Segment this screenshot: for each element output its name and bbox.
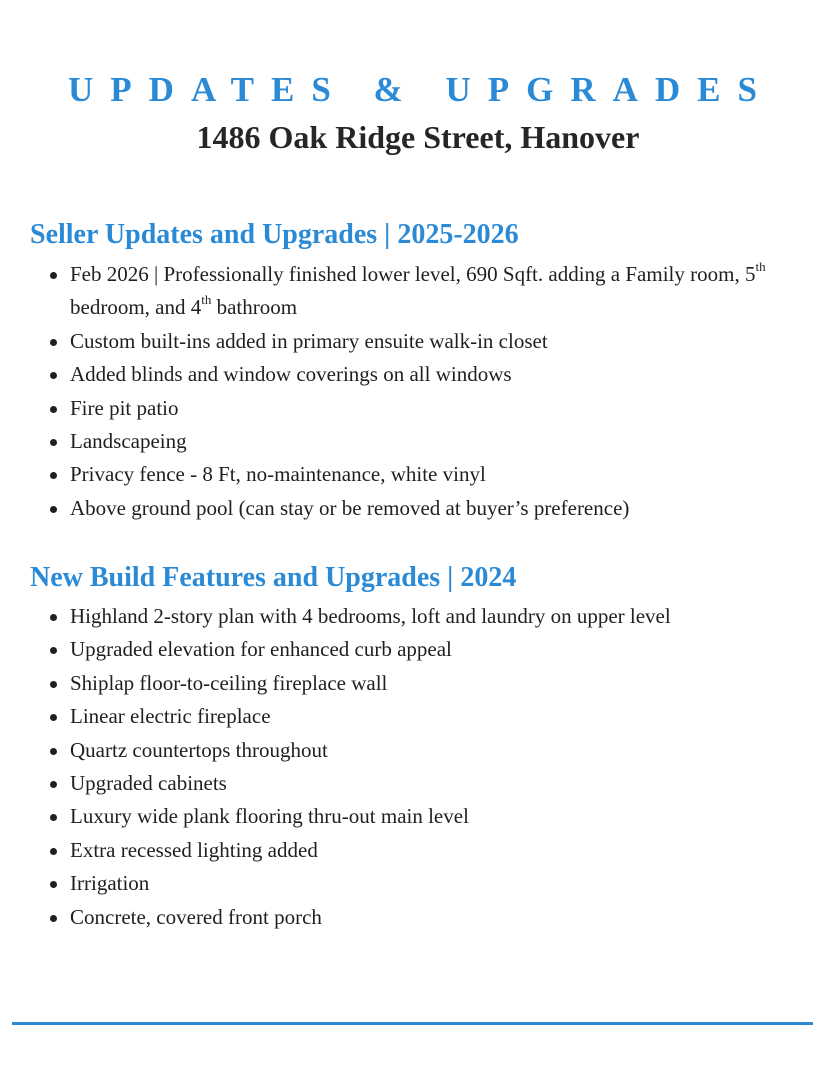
list-item-text: bedroom, and 4 — [70, 295, 202, 320]
bottom-divider — [12, 1022, 813, 1025]
list-item — [40, 258, 780, 325]
seller-updates-list — [40, 258, 780, 525]
list-item: Extra recessed lighting added — [40, 834, 780, 867]
list-item: Upgraded cabinets — [40, 767, 780, 800]
list-item: Added blinds and window coverings on all windows — [40, 358, 780, 391]
list-item: Fire pit patio — [40, 392, 780, 425]
list-item: Quartz countertops throughout — [40, 734, 780, 767]
list-item: Shiplap floor-to-ceiling fireplace wall — [40, 667, 780, 700]
section-heading-new-build-features: New Build Features and Upgrades | 2024 — [30, 562, 517, 593]
list-item: Highland 2-story plan with 4 bedrooms, loft and laundry on upper level — [40, 600, 780, 633]
list-item: Linear electric fireplace — [40, 700, 780, 733]
new-build-features-list — [40, 600, 780, 934]
ordinal-suffix: th — [755, 259, 766, 274]
list-item: Privacy fence - 8 Ft, no-maintenance, white vinyl — [40, 458, 780, 491]
page-title: UPDATES & UPGRADES — [68, 70, 774, 109]
list-item: Custom built-ins added in primary ensuite walk-in closet — [40, 325, 780, 358]
list-item-text: bathroom — [211, 295, 298, 320]
list-item: Above ground pool (can stay or be removed at buyer’s preference) — [40, 492, 780, 525]
list-item: Irrigation — [40, 867, 780, 900]
ordinal-suffix: th — [201, 292, 212, 308]
list-item: Luxury wide plank flooring thru-out main level — [40, 800, 780, 833]
property-address: 1486 Oak Ridge Street, Hanover — [196, 119, 640, 155]
section-heading-seller-updates: Seller Updates and Upgrades | 2025-2026 — [30, 219, 519, 250]
list-item: Concrete, covered front porch — [40, 901, 780, 934]
list-item: Landscapeing — [40, 425, 780, 458]
list-item-text: Feb 2026 | Professionally finished lower level, 690 Sqft. adding a Family room, 5 — [70, 262, 756, 286]
list-item: Upgraded elevation for enhanced curb appeal — [40, 633, 780, 666]
